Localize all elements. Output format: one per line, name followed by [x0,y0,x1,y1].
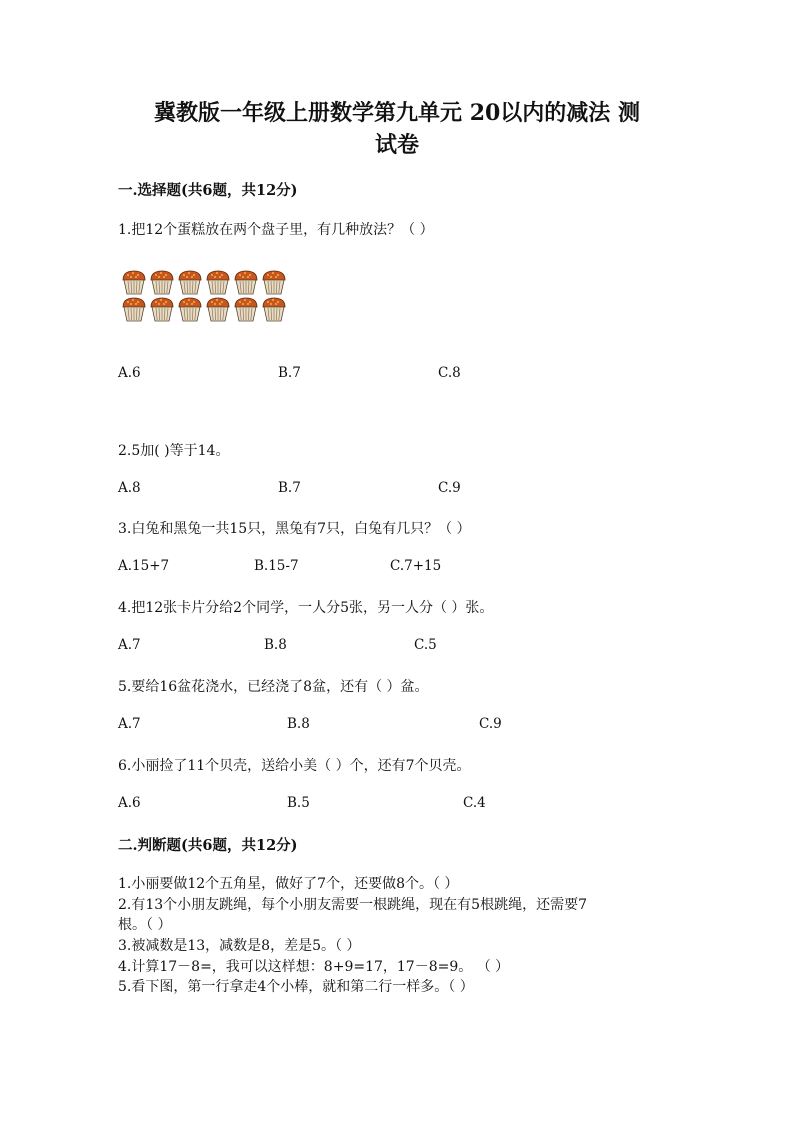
question-2: 2.5加( )等于14。 [118,443,230,459]
section2-heading: 二.判断题(共6题，共12分) [118,837,298,854]
judge-item-3: 3.被减数是13，减数是8，差是5。（ ） [118,938,361,954]
q1-option-c: C.8 [438,365,461,381]
cupcake-icon [123,271,145,294]
q6-option-a: A.6 [118,795,141,811]
section1-heading: 一.选择题(共6题，共12分) [118,182,298,199]
question-1: 1.把12个蛋糕放在两个盘子里，有几种放法？（ ） [118,222,434,238]
q5-option-a: A.7 [118,716,141,732]
judge-item-4: 4.计算17－8=，我可以这样想：8+9=17，17－8=9。 （ ） [118,959,510,975]
q2-option-c: C.9 [438,480,461,496]
q6-option-c: C.4 [463,795,486,811]
q1-option-b: B.7 [278,365,301,381]
q2-option-b: B.7 [278,480,301,496]
q3-option-a: A.15+7 [118,558,170,574]
question-3: 3.白兔和黑兔一共15只，黑兔有7只，白兔有几只？（ ） [118,521,471,537]
cupcake-icon [235,298,257,321]
q4-option-a: A.7 [118,637,141,653]
q3-option-b: B.15-7 [254,558,299,574]
cupcake-icon [263,298,285,321]
cupcake-icon [207,271,229,294]
question-5: 5.要给16盆花浇水，已经浇了8盆，还有（ ）盆。 [118,679,429,695]
cupcake-icon [235,271,257,294]
cupcake-icon [151,298,173,321]
judge-item-5: 5.看下图，第一行拿走4个小棒，就和第二行一样多。（ ） [118,979,474,995]
q2-option-a: A.8 [118,480,141,496]
judge-item-2: 2.有13个小朋友跳绳，每个小朋友需要一根跳绳，现在有5根跳绳，还需要7 [118,897,587,913]
page-title-line1: 冀教版一年级上册数学第九单元 20以内的减法 测 [154,100,640,126]
judge-item-1: 1.小丽要做12个五角星，做好了7个，还要做8个。（ ） [118,876,459,892]
cupcake-icon [263,271,285,294]
q1-option-a: A.6 [118,365,141,381]
cupcakes-illustration [120,269,290,325]
q5-option-c: C.9 [479,716,502,732]
cupcake-icon [123,298,145,321]
cupcake-icon [179,271,201,294]
cupcake-icon [151,271,173,294]
q6-option-b: B.5 [287,795,310,811]
q3-option-c: C.7+15 [390,558,442,574]
page-title-line2: 试卷 [374,132,419,158]
q4-option-b: B.8 [264,637,287,653]
q4-option-c: C.5 [414,637,437,653]
question-4: 4.把12张卡片分给2个同学，一人分5张，另一人分（ ）张。 [118,600,494,616]
judge-item-2-cont: 根。（ ） [118,917,172,933]
q5-option-b: B.8 [287,716,310,732]
question-6: 6.小丽捡了11个贝壳，送给小美（ ）个，还有7个贝壳。 [118,758,471,774]
cupcake-icon [179,298,201,321]
cupcake-icon [207,298,229,321]
cupcake-grid [120,269,290,325]
